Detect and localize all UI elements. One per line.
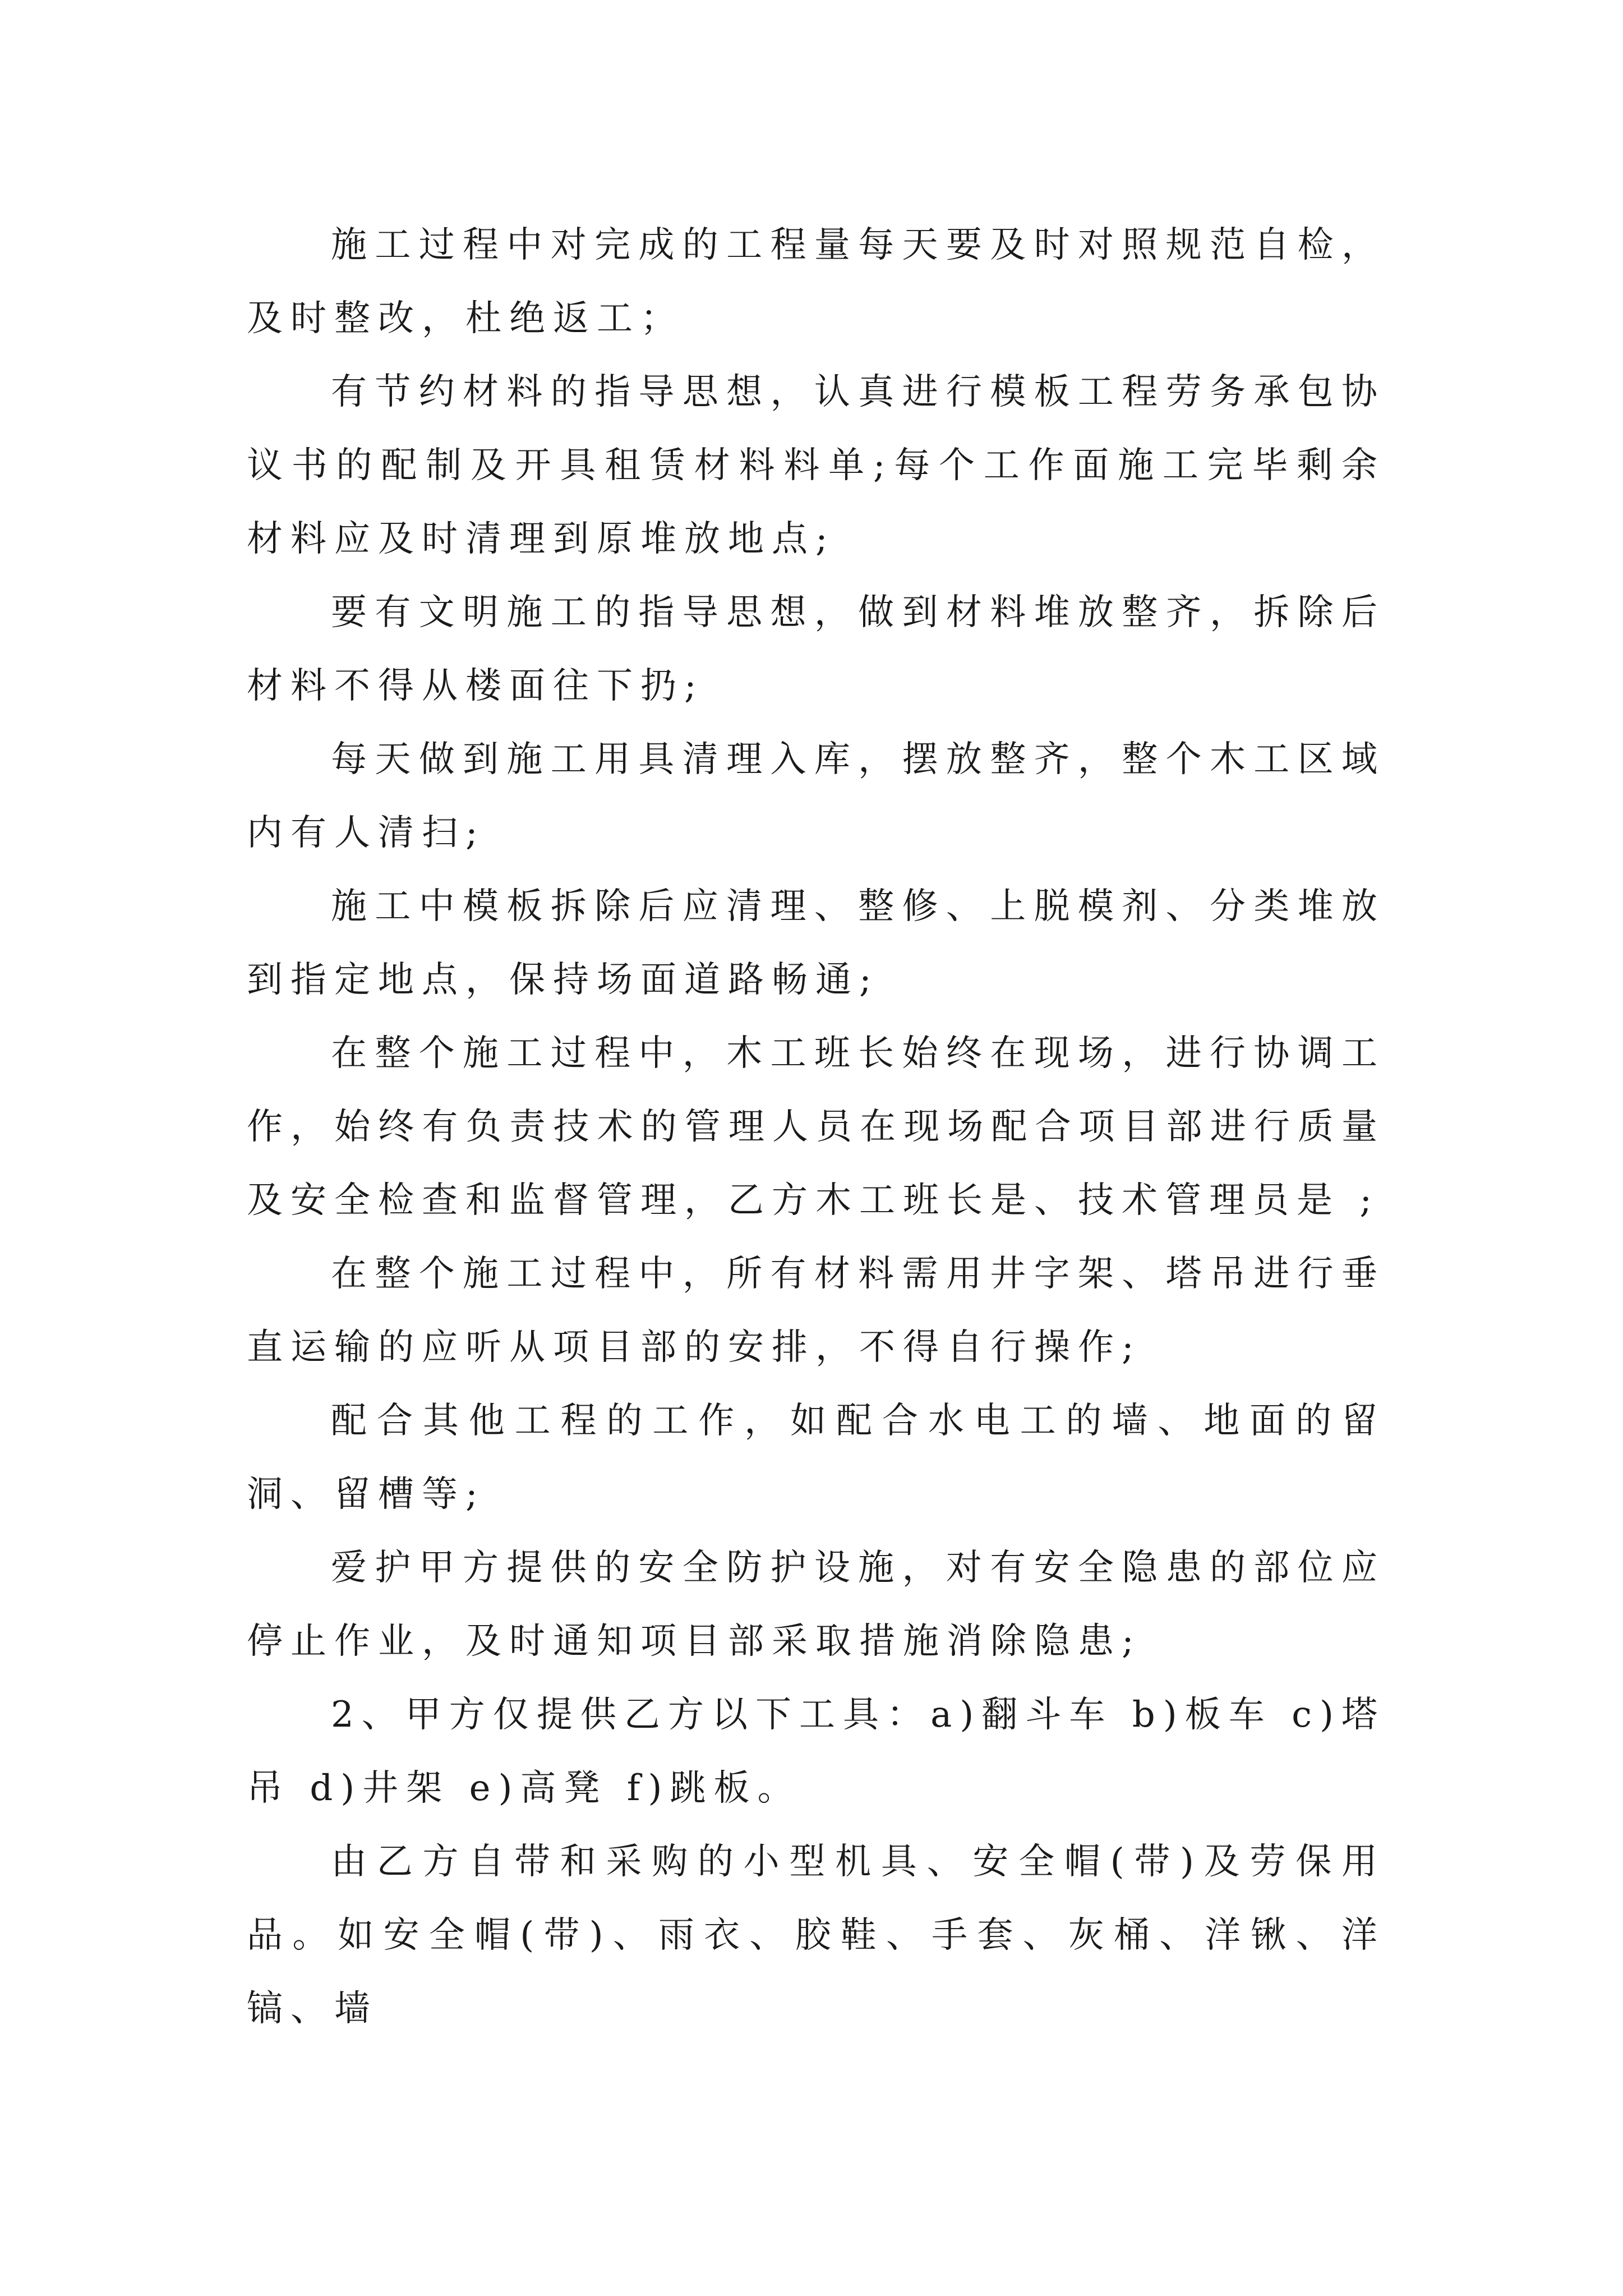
paragraph-cooperation: 配合其他工程的工作，如配合水电工的墙、地面的留洞、留槽等; [247, 1400, 1385, 1515]
paragraph-tool-storage: 每天做到施工用具清理入库，摆放整齐，整个木工区域内有人清扫; [247, 739, 1385, 854]
document-body [247, 209, 1385, 2046]
paragraph-vertical-transport: 在整个施工过程中，所有材料需用井字架、塔吊进行垂直运输的应听从项目部的安排，不得自行操作; [247, 1253, 1385, 1368]
paragraph-civilized-construction: 要有文明施工的指导思想，做到材料堆放整齐，拆除后材料不得从楼面往下扔; [247, 592, 1385, 707]
paragraph-safety-facilities: 爱护甲方提供的安全防护设施，对有安全隐患的部位应停止作业，及时通知项目部采取措施消除隐患; [247, 1547, 1385, 1662]
paragraph-provided-tools: 2、甲方仅提供乙方以下工具：a)翻斗车 b)板车 c)塔吊 d)井架 e)高凳 f)跳板。 [247, 1694, 1385, 1809]
paragraph-self-supplied-equipment: 由乙方自带和采购的小型机具、安全帽(带)及劳保用品。如安全帽(带)、雨衣、胶鞋、手套、灰桶、洋锹、洋镐、墙 [247, 1841, 1385, 2030]
paragraph-self-inspection: 施工过程中对完成的工程量每天要及时对照规范自检，及时整改，杜绝返工； [247, 224, 1385, 339]
paragraph-material-saving: 有节约材料的指导思想，认真进行模板工程劳务承包协议书的配制及开具租赁材料料单;每个工作面施工完毕剩余材料应及时清理到原堆放地点; [247, 371, 1385, 560]
paragraph-formwork-removal: 施工中模板拆除后应清理、整修、上脱模剂、分类堆放到指定地点，保持场面道路畅通; [247, 886, 1385, 1001]
paragraph-site-supervision: 在整个施工过程中，木工班长始终在现场，进行协调工作，始终有负责技术的管理人员在现场配合项目部进行质量及安全检查和监督管理，乙方木工班长是、技术管理员是 ; [247, 1033, 1385, 1221]
